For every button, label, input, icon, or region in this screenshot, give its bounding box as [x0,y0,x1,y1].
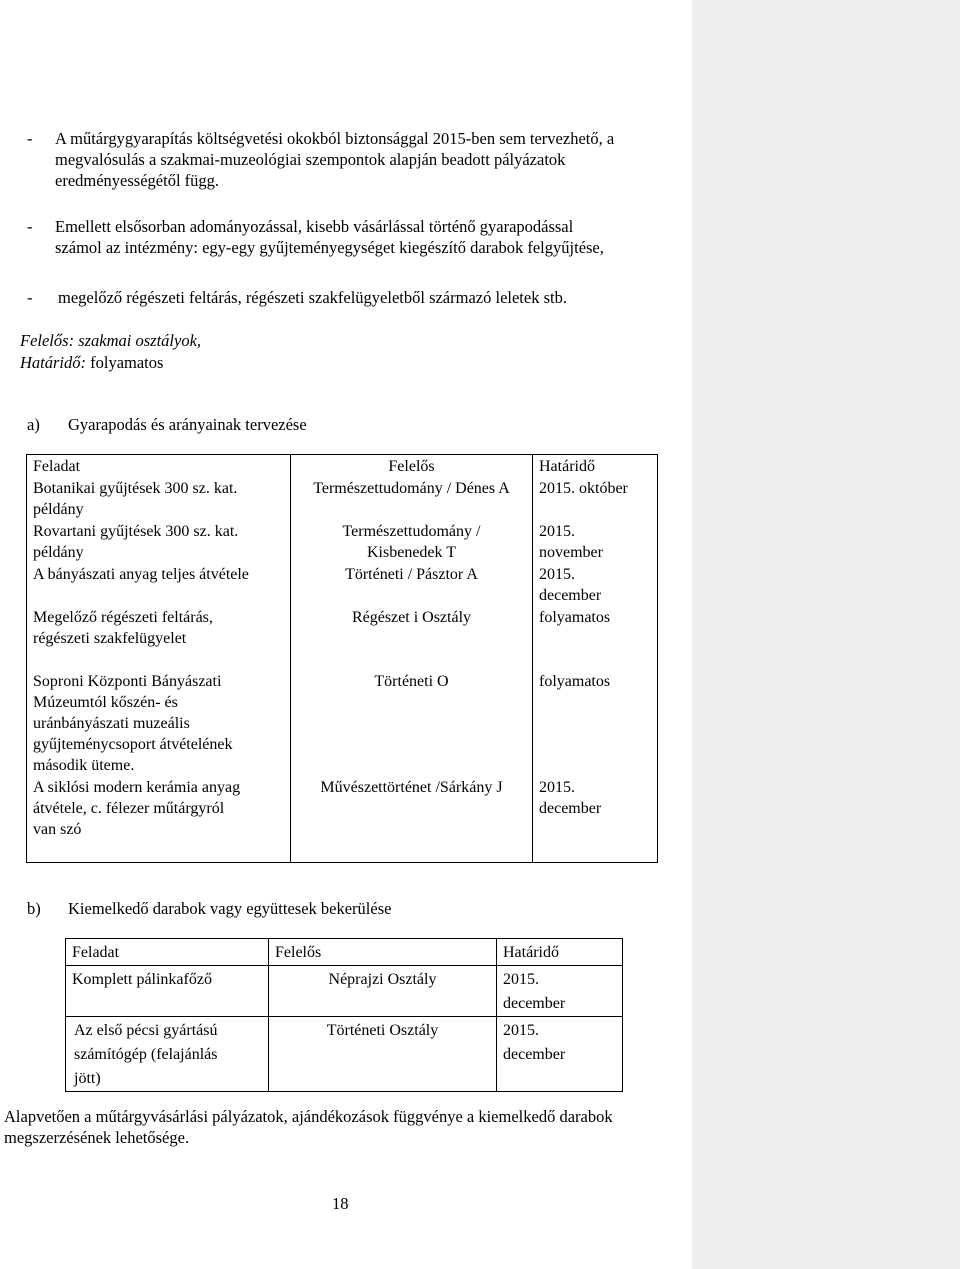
bullet-dash: - [27,129,33,148]
responsible-cell [291,606,533,670]
due-cell [533,520,658,563]
deadline-label: Határidő: [20,353,86,372]
cell-line: folyamatos [539,673,611,690]
due-cell [497,966,623,1017]
cell-line: számítógép (felajánlás [74,1046,218,1063]
cell-line: 2015. [539,779,575,796]
table-header-row [66,939,623,966]
cell-line: példány [33,544,84,561]
cell-line: Történeti O [374,673,449,690]
cell-line: Régészet i Osztály [351,609,472,626]
closing-line: Alapvetően a műtárgyvásárlási pályázatok, ajándékozások függvénye a kiemelkedő darabok [4,1107,613,1126]
bullet-dash: - [27,288,33,307]
cell-line: 2015. [503,1022,539,1039]
task-cell [27,606,291,670]
cell-line: Néprajzi Osztály [328,971,437,988]
table-row [27,520,658,563]
cell-line: régészeti szakfelügyelet [33,630,187,647]
cell-line: Megelőző régészeti feltárás, [33,609,213,626]
cell-line: A siklósi modern kerámia anyag [33,779,241,796]
cell-line: Múzeumtól kőszén- és [33,694,178,711]
due-cell [533,563,658,606]
bullet-dash: - [27,217,33,236]
task-cell [27,477,291,520]
table-row [27,606,658,670]
cell-line: 2015. október [539,480,628,497]
page-number: 18 [332,1194,349,1213]
due-cell [533,776,658,862]
task-cell [27,776,291,862]
section-b-letter: b) [27,899,41,918]
bullet-line: megelőző régészeti feltárás, régészeti szakfelügyeletből származó leletek stb. [58,288,567,307]
table-header: Határidő [497,939,623,966]
cell-line: Természettudomány / [342,523,481,540]
table-row [27,776,658,862]
responsible-cell [269,1017,497,1092]
cell-line: december [539,587,602,604]
comment-margin [692,0,960,1269]
responsible-cell [291,477,533,520]
cell-line: uránbányászati muzeális [33,715,190,732]
bullet-3 [58,287,567,308]
responsible-cell [291,563,533,606]
cell-line: december [503,1046,566,1063]
table-header: Feladat [66,939,269,966]
cell-line: november [539,544,603,561]
deadline-value: folyamatos [86,353,164,372]
cell-line: Soproni Központi Bányászati [33,673,222,690]
responsible-value: szakmai osztályok, [74,331,202,350]
cell-line: december [503,995,566,1012]
responsible-cell [291,670,533,776]
table-row [27,477,658,520]
table-header: Feladat [27,455,291,478]
responsible-line [20,330,201,351]
cell-line: december [539,800,602,817]
table-header-row [27,455,658,478]
responsible-label: Felelős: [20,331,75,350]
cell-line: 2015. [539,566,575,583]
table-row [66,966,623,1017]
cell-line: folyamatos [539,609,611,626]
deadline-line [20,352,163,373]
cell-line: 2015. [503,971,539,988]
cell-line: Történeti / Pásztor A [345,566,478,583]
table-header: Határidő [533,455,658,478]
bullet-1 [55,128,685,191]
section-a-letter: a) [27,415,40,434]
cell-line: Komplett pálinkafőző [72,971,212,988]
due-cell [497,1017,623,1092]
due-cell [533,670,658,776]
cell-line: A bányászati anyag teljes átvétele [33,566,249,583]
cell-line: Természettudomány / Dénes A [313,480,510,497]
cell-line: Botanikai gyűjtések 300 sz. kat. [33,480,238,497]
responsible-cell [291,776,533,862]
task-cell [27,563,291,606]
cell-line: Kisbenedek T [366,544,456,561]
bullet-line: A műtárgygyarapítás költségvetési okokból biztonsággal 2015-ben sem tervezhető, a [55,129,615,148]
table-row [66,1017,623,1092]
bullet-2 [55,216,685,258]
due-cell [533,477,658,520]
bullet-line: eredményességétől függ. [55,171,220,190]
cell-line: második üteme. [33,757,135,774]
cell-line: jött) [74,1070,101,1087]
cell-line: átvétele, c. félezer műtárgyról [33,800,225,817]
cell-line: van szó [33,821,82,838]
due-cell [533,606,658,670]
cell-line: Művészettörténet /Sárkány J [320,779,503,796]
bullet-line: megvalósulás a szakmai-muzeológiai szempontok alapján beadott pályázatok [55,150,566,169]
task-cell [66,1017,269,1092]
table-header: Felelős [269,939,497,966]
task-cell [27,670,291,776]
cell-line: Történeti Osztály [326,1022,439,1039]
cell-line: gyűjteménycsoport átvételének [33,736,233,753]
cell-line: példány [33,501,84,518]
responsible-cell [269,966,497,1017]
table-a [26,454,658,863]
cell-line: 2015. [539,523,575,540]
cell-line: Az első pécsi gyártású [74,1022,218,1039]
table-header: Felelős [291,455,533,478]
cell-line: Rovartani gyűjtések 300 sz. kat. [33,523,239,540]
table-row [27,563,658,606]
table-row [27,670,658,776]
task-cell [66,966,269,1017]
bullet-line: számol az intézmény: egy-egy gyűjteményegységet kiegészítő darabok felgyűjtése, [55,238,604,257]
table-b [65,938,623,1092]
closing-line: megszerzésének lehetősége. [4,1128,190,1147]
task-cell [27,520,291,563]
section-a-title: Gyarapodás és arányainak tervezése [68,415,307,434]
bullet-line: Emellett elsősorban adományozással, kisebb vásárlással történő gyarapodással [55,217,574,236]
responsible-cell [291,520,533,563]
section-b-title: Kiemelkedő darabok vagy együttesek bekerülése [68,899,392,918]
closing-paragraph [4,1106,613,1148]
